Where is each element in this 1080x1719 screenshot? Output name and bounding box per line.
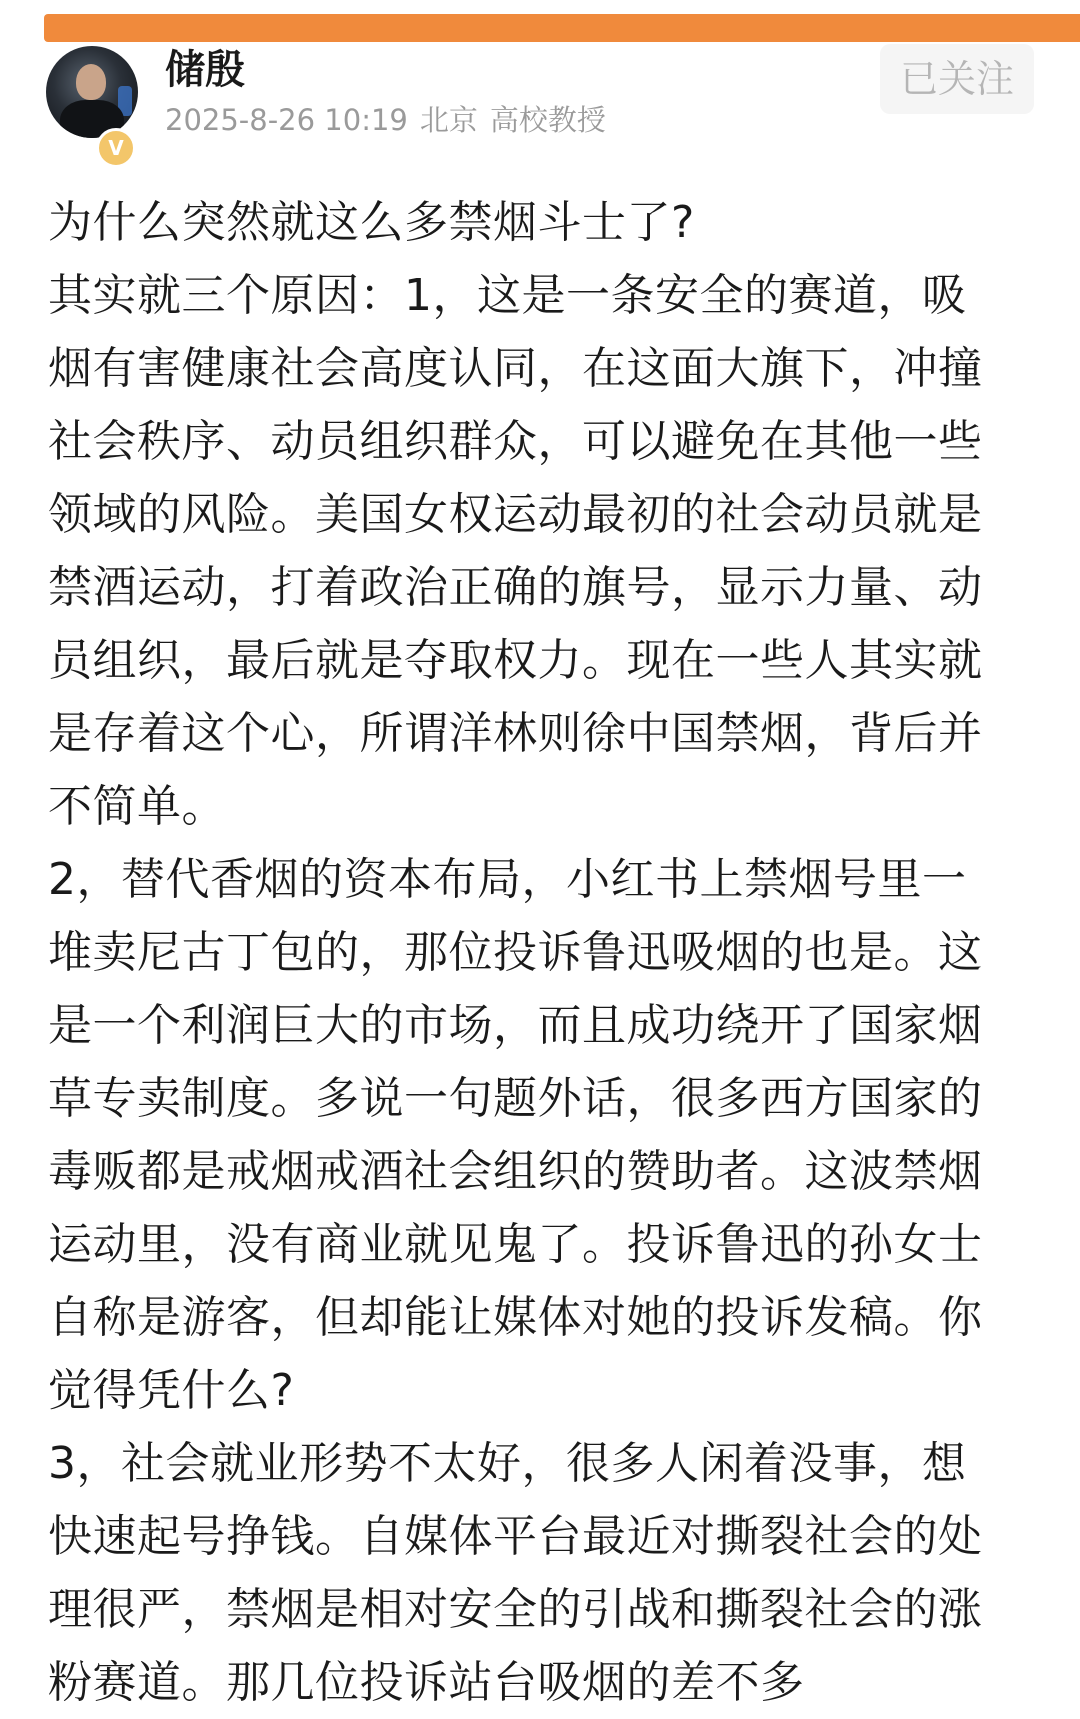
verified-icon: V [96, 128, 136, 168]
post-paragraph: 为什么突然就这么多禁烟斗士了? [48, 197, 695, 248]
post-body [48, 186, 1008, 1719]
avatar-head [76, 64, 106, 100]
author-title: 高校教授 [489, 103, 606, 137]
post-location: 北京 [419, 103, 478, 137]
post-paragraph: 3，社会就业形势不太好，很多人闲着没事，想快速起号挣钱。自媒体平台最近对撕裂社会的处理很严，禁烟是相对安全的引战和撕裂社会的涨粉赛道。那几位投诉站台吸烟的差不多 [48, 1438, 983, 1708]
post-header [0, 42, 1080, 162]
post-paragraph: 其实就三个原因：1，这是一条安全的赛道，吸烟有害健康社会高度认同，在这面大旗下，冲撞社会秩序、动员组织群众，可以避免在其他一些领域的风险。美国女权运动最初的社会动员就是禁酒运动，打着政治正确的旗号，显示力量、动员组织，最后就是夺取权力。现在一些人其实就是存着这个心，所谓洋林则徐中国禁烟，背后并不简单。 [48, 270, 983, 832]
author-avatar[interactable] [46, 46, 138, 138]
post-datetime: 2025-8-26 10:19 [165, 103, 408, 137]
avatar-image [46, 46, 138, 138]
follow-button[interactable]: 已关注 [880, 44, 1034, 114]
post-meta [165, 92, 618, 148]
top-accent-bar [44, 14, 1080, 42]
post-paragraph: 2，替代香烟的资本布局，小红书上禁烟号里一堆卖尼古丁包的，那位投诉鲁迅吸烟的也是。这是一个利润巨大的市场，而且成功绕开了国家烟草专卖制度。多说一句题外话，很多西方国家的毒贩都是戒烟戒酒社会组织的赞助者。这波禁烟运动里，没有商业就见鬼了。投诉鲁迅的孙女士自称是游客，但却能让媒体对她的投诉发稿。你觉得凭什么? [48, 854, 983, 1416]
author-name[interactable]: 储殷 [165, 47, 245, 93]
